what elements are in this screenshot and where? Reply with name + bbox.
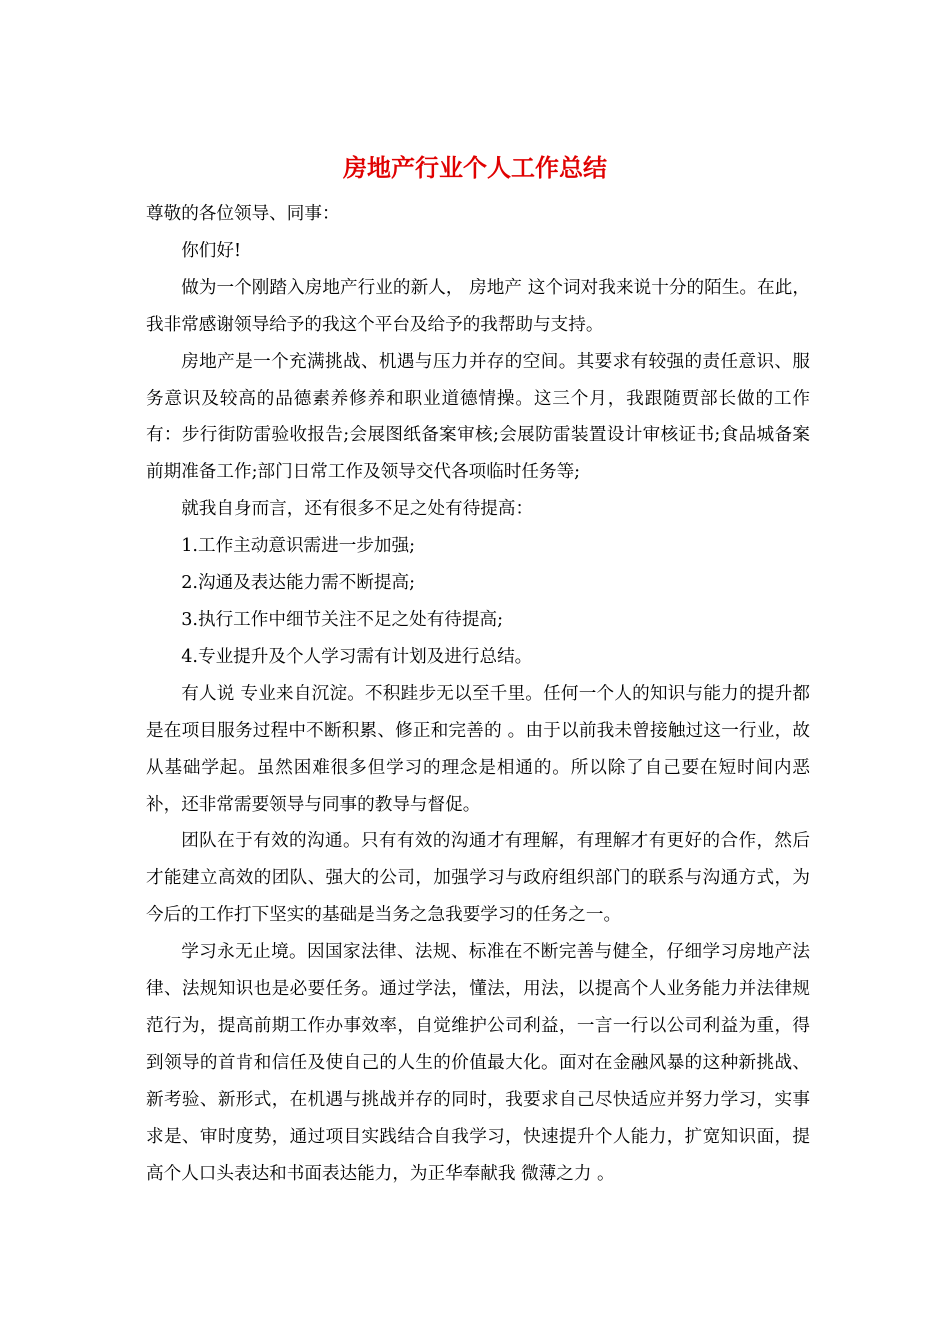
document-body xyxy=(146,196,810,1192)
greeting: 你们好! xyxy=(181,240,242,261)
paragraph-learning: 有人说 专业来自沉淀。不积跬步无以至千里。任何一个人的知识与能力的提升都是在项目服务过程中不断积累、修正和完善的 。由于以前我未曾接触过这一行业，故从基础学起。虽然困难很多但学习的理念是相通的。所以除了自己要在短时间内恶补，还非常需要领导与同事的教导与督促。 xyxy=(146,683,810,815)
list-item: 1.工作主动意识需进一步加强; xyxy=(181,536,416,557)
paragraph-teamwork: 团队在于有效的沟通。只有有效的沟通才有理解，有理解才有更好的合作，然后才能建立高效的团队、强大的公司，加强学习与政府组织部门的联系与沟通方式，为今后的工作打下坚实的基础是当务之急我要学习的任务之一。 xyxy=(146,831,810,926)
paragraph-intro: 做为一个刚踏入房地产行业的新人， 房地产 这个词对我来说十分的陌生。在此，我非常感谢领导给予的我这个平台及给予的我帮助与支持。 xyxy=(146,277,810,335)
list-item: 4.专业提升及个人学习需有计划及进行总结。 xyxy=(181,646,533,667)
document-title: 房地产行业个人工作总结 xyxy=(343,153,607,182)
paragraph-shortcomings-intro: 就我自身而言，还有很多不足之处有待提高： xyxy=(181,499,534,520)
paragraph-continuous-study: 学习永无止境。因国家法律、法规、标准在不断完善与健全，仔细学习房地产法律、法规知识也是必要任务。通过学法，懂法，用法，以提高个人业务能力并法律规范行为，提高前期工作办事效率，自觉维护公司利益，一言一行以公司利益为重，得到领导的首肯和信任及使自己的人生的价值最大化。面对在金融风暴的这种新挑战、新考验、新形式，在机遇与挑战并存的同时，我要求自己尽快适应并努力学习，实事求是、审时度势，通过项目实践结合自我学习，快速提升个人能力，扩宽知识面，提高个人口头表达和书面表达能力，为正华奉献我 微薄之力 。 xyxy=(146,942,810,1184)
list-item: 3.执行工作中细节关注不足之处有待提高; xyxy=(181,609,503,630)
salutation: 尊敬的各位领导、同事： xyxy=(146,204,340,224)
list-item: 2.沟通及表达能力需不断提高; xyxy=(181,573,416,594)
paragraph-work-summary: 房地产是一个充满挑战、机遇与压力并存的空间。其要求有较强的责任意识、服务意识及较高的品德素养修养和职业道德情操。这三个月，我跟随贾部长做的工作有：步行街防雷验收报告;会展图纸备案审核;会展防雷装置设计审核证书;食品城备案前期准备工作;部门日常工作及领导交代各项临时任务等; xyxy=(146,351,810,483)
